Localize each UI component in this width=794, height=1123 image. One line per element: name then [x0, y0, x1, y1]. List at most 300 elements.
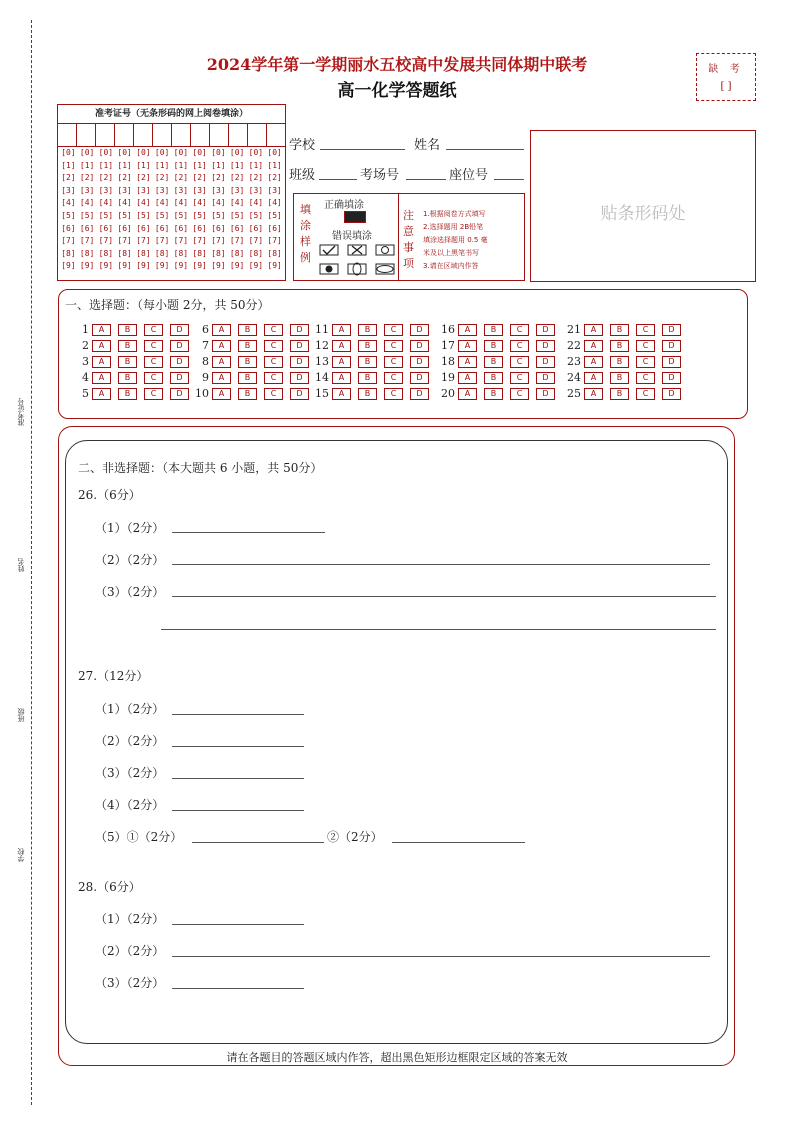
- mc-option-d[interactable]: D: [170, 388, 189, 400]
- exam-id-bubble[interactable]: [2]: [173, 173, 189, 183]
- fill-sample-label-char: 填: [300, 203, 311, 216]
- exam-id-bubble[interactable]: [3]: [98, 185, 114, 195]
- exam-id-bubble[interactable]: [1]: [98, 160, 114, 170]
- exam-id-bubble[interactable]: [8]: [117, 248, 132, 258]
- section2-title: 二、非选择题：（本大题共 6 小题，共 50分）: [78, 461, 323, 475]
- exam-id-bubble[interactable]: [9]: [211, 261, 226, 271]
- school-field[interactable]: [320, 149, 405, 150]
- exam-id-bubble[interactable]: [9]: [248, 261, 264, 271]
- name-field[interactable]: [446, 149, 524, 150]
- mc-option-c[interactable]: C: [636, 372, 655, 384]
- exam-id-bubble[interactable]: [7]: [211, 236, 226, 246]
- exam-id-bubble[interactable]: [6]: [173, 223, 189, 233]
- exam-id-bubble[interactable]: [7]: [79, 236, 95, 246]
- exam-id-bubble[interactable]: [2]: [117, 173, 132, 183]
- mc-option-d[interactable]: D: [410, 388, 429, 400]
- exam-id-bubble[interactable]: [0]: [117, 148, 132, 157]
- mc-option-d[interactable]: D: [536, 372, 555, 384]
- exam-id-bubble[interactable]: [3]: [79, 185, 95, 195]
- exam-id-bubble[interactable]: [4]: [267, 198, 282, 208]
- mc-option-c[interactable]: C: [636, 340, 655, 352]
- exam-id-bubble[interactable]: [0]: [136, 148, 151, 157]
- mc-option-a[interactable]: A: [212, 372, 231, 384]
- exam-id-bubble[interactable]: [4]: [117, 198, 132, 208]
- exam-id-bubble[interactable]: [8]: [154, 248, 170, 258]
- exam-id-bubble[interactable]: [0]: [154, 148, 170, 157]
- mc-option-d[interactable]: D: [290, 340, 309, 352]
- exam-id-bubble[interactable]: [4]: [61, 198, 76, 208]
- q27-part1-label: （1）（2分）: [95, 702, 165, 716]
- mc-option-b[interactable]: B: [358, 372, 377, 384]
- exam-id-bubble[interactable]: [5]: [211, 210, 226, 220]
- exam-id-bubble[interactable]: [1]: [136, 160, 151, 170]
- mc-option-c[interactable]: C: [144, 340, 163, 352]
- mc-option-a[interactable]: A: [332, 372, 351, 384]
- mc-option-a[interactable]: A: [458, 388, 477, 400]
- q27-part1-answer[interactable]: [172, 714, 304, 715]
- room-field[interactable]: [406, 179, 446, 180]
- exam-id-cell[interactable]: [134, 124, 153, 146]
- exam-id-bubble[interactable]: [3]: [192, 185, 207, 195]
- exam-id-bubble[interactable]: [9]: [79, 261, 95, 271]
- mc-option-c[interactable]: C: [636, 324, 655, 336]
- exam-id-bubble[interactable]: [8]: [211, 248, 226, 258]
- mc-question-21: [565, 323, 688, 336]
- mc-option-b[interactable]: B: [484, 340, 503, 352]
- class-label: 班级: [289, 168, 316, 183]
- exam-id-bubble[interactable]: [2]: [61, 173, 76, 183]
- exam-id-bubble[interactable]: [8]: [229, 248, 245, 258]
- exam-id-bubble[interactable]: [6]: [248, 223, 264, 233]
- mc-option-c[interactable]: C: [636, 356, 655, 368]
- exam-id-bubble[interactable]: [7]: [61, 236, 76, 246]
- mc-option-b[interactable]: B: [118, 372, 137, 384]
- exam-id-bubble[interactable]: [6]: [154, 223, 170, 233]
- mc-option-a[interactable]: A: [332, 340, 351, 352]
- mc-option-d[interactable]: D: [170, 324, 189, 336]
- exam-id-bubble[interactable]: [0]: [192, 148, 207, 157]
- exam-id-bubble[interactable]: [4]: [79, 198, 95, 208]
- exam-id-bubble-grid[interactable]: [58, 147, 285, 273]
- exam-id-bubble[interactable]: [7]: [136, 236, 151, 246]
- exam-id-bubble[interactable]: [3]: [61, 185, 76, 195]
- exam-id-bubble[interactable]: [1]: [229, 160, 245, 170]
- exam-id-bubble[interactable]: [3]: [173, 185, 189, 195]
- exam-id-bubble[interactable]: [3]: [248, 185, 264, 195]
- mc-question-number: 19: [441, 371, 455, 384]
- exam-id-cell[interactable]: [248, 124, 267, 146]
- exam-id-write-cells[interactable]: [58, 124, 285, 147]
- mc-option-a[interactable]: A: [332, 324, 351, 336]
- q28-part2-answer[interactable]: [172, 956, 710, 957]
- mc-option-b[interactable]: B: [238, 340, 257, 352]
- notice-label-char: 意: [403, 225, 414, 238]
- mc-question-number: 3: [82, 355, 89, 368]
- mc-option-a[interactable]: A: [584, 372, 603, 384]
- exam-id-bubble[interactable]: [2]: [267, 173, 282, 183]
- mc-option-d[interactable]: D: [290, 388, 309, 400]
- exam-id-bubble[interactable]: [5]: [117, 210, 132, 220]
- q27-part3-answer[interactable]: [172, 778, 304, 779]
- exam-id-bubble[interactable]: [2]: [229, 173, 245, 183]
- q27-part2-answer[interactable]: [172, 746, 304, 747]
- correct-fill-example: [344, 211, 366, 223]
- exam-id-bubble[interactable]: [5]: [136, 210, 151, 220]
- mc-option-a[interactable]: A: [584, 356, 603, 368]
- exam-id-bubble[interactable]: [9]: [229, 261, 245, 271]
- exam-id-bubble[interactable]: [3]: [229, 185, 245, 195]
- exam-id-bubble[interactable]: [1]: [117, 160, 132, 170]
- mc-option-c[interactable]: C: [264, 324, 283, 336]
- mc-option-a[interactable]: A: [458, 340, 477, 352]
- mc-option-c[interactable]: C: [510, 340, 529, 352]
- mc-option-c[interactable]: C: [510, 356, 529, 368]
- exam-id-bubble[interactable]: [7]: [173, 236, 189, 246]
- correct-fill-label: 正确填涂: [324, 200, 364, 211]
- mc-question-13: [313, 355, 436, 368]
- mc-option-a[interactable]: A: [92, 356, 111, 368]
- exam-id-bubble[interactable]: [2]: [248, 173, 264, 183]
- mc-option-c[interactable]: C: [384, 372, 403, 384]
- mc-option-b[interactable]: B: [358, 356, 377, 368]
- q27-part5a-answer[interactable]: [192, 842, 324, 843]
- exam-id-bubble[interactable]: [9]: [267, 261, 282, 271]
- q28-part1-answer[interactable]: [172, 924, 304, 925]
- mc-option-a[interactable]: A: [584, 340, 603, 352]
- mc-question-2: [73, 339, 196, 352]
- exam-id-bubble[interactable]: [5]: [248, 210, 264, 220]
- notice-line: 3.请在区域内作答: [423, 262, 479, 270]
- exam-id-bubble[interactable]: [5]: [229, 210, 245, 220]
- exam-id-cell[interactable]: [77, 124, 96, 146]
- exam-id-bubble[interactable]: [9]: [192, 261, 207, 271]
- exam-id-bubble[interactable]: [8]: [267, 248, 282, 258]
- mc-option-a[interactable]: A: [584, 324, 603, 336]
- mc-option-a[interactable]: A: [212, 324, 231, 336]
- mc-option-c[interactable]: C: [144, 324, 163, 336]
- exam-id-bubble[interactable]: [7]: [154, 236, 170, 246]
- mc-option-d[interactable]: D: [290, 372, 309, 384]
- exam-id-bubble[interactable]: [3]: [267, 185, 282, 195]
- exam-id-bubble[interactable]: [5]: [192, 210, 207, 220]
- q28-part3-answer[interactable]: [172, 988, 304, 989]
- mc-option-c[interactable]: C: [384, 340, 403, 352]
- mc-option-d[interactable]: D: [662, 372, 681, 384]
- mc-option-c[interactable]: C: [264, 340, 283, 352]
- exam-id-bubble[interactable]: [0]: [79, 148, 95, 157]
- mc-option-d[interactable]: D: [536, 388, 555, 400]
- mc-option-c[interactable]: C: [510, 372, 529, 384]
- exam-id-bubble[interactable]: [7]: [248, 236, 264, 246]
- mc-option-b[interactable]: B: [238, 356, 257, 368]
- mc-option-b[interactable]: B: [484, 372, 503, 384]
- mc-option-d[interactable]: D: [662, 388, 681, 400]
- exam-id-cell[interactable]: [153, 124, 172, 146]
- mc-option-d[interactable]: D: [410, 356, 429, 368]
- exam-id-bubble[interactable]: [6]: [229, 223, 245, 233]
- exam-id-bubble[interactable]: [7]: [267, 236, 282, 246]
- mc-option-c[interactable]: C: [636, 388, 655, 400]
- exam-id-bubble[interactable]: [2]: [136, 173, 151, 183]
- notice-line: 2.选择题用 2B铅笔: [423, 223, 484, 231]
- q27-part4-answer[interactable]: [172, 810, 304, 811]
- mc-question-10: [193, 387, 316, 400]
- mc-question-9: [193, 371, 316, 384]
- exam-id-bubble[interactable]: [4]: [192, 198, 207, 208]
- mc-question-22: [565, 339, 688, 352]
- mc-option-b[interactable]: B: [610, 340, 629, 352]
- exam-id-bubble[interactable]: [4]: [211, 198, 226, 208]
- q26-part2-label: （2）（2分）: [95, 553, 165, 567]
- exam-id-bubble[interactable]: [6]: [211, 223, 226, 233]
- exam-id-cell[interactable]: [267, 124, 285, 146]
- mc-option-b[interactable]: B: [118, 388, 137, 400]
- exam-id-bubble[interactable]: [5]: [173, 210, 189, 220]
- exam-id-cell[interactable]: [96, 124, 115, 146]
- exam-id-bubble[interactable]: [8]: [79, 248, 95, 258]
- exam-id-bubble[interactable]: [7]: [98, 236, 114, 246]
- mc-option-d[interactable]: D: [662, 340, 681, 352]
- exam-id-bubble[interactable]: [4]: [98, 198, 114, 208]
- mc-question-16: [439, 323, 562, 336]
- exam-id-column: [115, 147, 134, 273]
- exam-id-bubble[interactable]: [9]: [136, 261, 151, 271]
- exam-id-bubble[interactable]: [9]: [173, 261, 189, 271]
- exam-id-bubble[interactable]: [4]: [136, 198, 151, 208]
- exam-id-bubble[interactable]: [6]: [61, 223, 76, 233]
- exam-id-bubble[interactable]: [3]: [154, 185, 170, 195]
- q26-part3-answer-line2[interactable]: [161, 629, 716, 630]
- exam-id-column: [97, 147, 116, 273]
- exam-id-bubble[interactable]: [0]: [267, 148, 282, 157]
- exam-id-bubble[interactable]: [2]: [79, 173, 95, 183]
- mc-option-c[interactable]: C: [384, 388, 403, 400]
- q26-part2-answer[interactable]: [172, 564, 710, 565]
- side-label-exam-id: 准考证号: [17, 398, 25, 426]
- exam-id-bubble[interactable]: [1]: [79, 160, 95, 170]
- mc-option-a[interactable]: A: [92, 324, 111, 336]
- exam-id-bubble[interactable]: [0]: [229, 148, 245, 157]
- mc-option-a[interactable]: A: [332, 356, 351, 368]
- exam-id-bubble[interactable]: [5]: [154, 210, 170, 220]
- exam-id-bubble[interactable]: [9]: [61, 261, 76, 271]
- mc-option-b[interactable]: B: [238, 388, 257, 400]
- mc-option-c[interactable]: C: [264, 356, 283, 368]
- exam-id-bubble[interactable]: [8]: [98, 248, 114, 258]
- mc-option-d[interactable]: D: [410, 324, 429, 336]
- mc-option-b[interactable]: B: [484, 388, 503, 400]
- exam-id-bubble[interactable]: [2]: [211, 173, 226, 183]
- mc-question-18: [439, 355, 562, 368]
- mc-option-b[interactable]: B: [484, 356, 503, 368]
- notice-line: 1.根据阅卷方式填写: [423, 210, 486, 218]
- mc-question-23: [565, 355, 688, 368]
- absent-box[interactable]: [696, 53, 756, 101]
- exam-id-bubble[interactable]: [6]: [136, 223, 151, 233]
- exam-id-bubble[interactable]: [7]: [192, 236, 207, 246]
- exam-id-bubble[interactable]: [6]: [79, 223, 95, 233]
- exam-id-bubble[interactable]: [4]: [173, 198, 189, 208]
- exam-id-bubble[interactable]: [0]: [248, 148, 264, 157]
- mc-option-a[interactable]: A: [332, 388, 351, 400]
- exam-id-bubble[interactable]: [5]: [79, 210, 95, 220]
- exam-id-bubble[interactable]: [6]: [192, 223, 207, 233]
- mc-option-a[interactable]: A: [212, 340, 231, 352]
- mc-option-c[interactable]: C: [264, 372, 283, 384]
- exam-id-cell[interactable]: [229, 124, 248, 146]
- exam-id-bubble[interactable]: [3]: [136, 185, 151, 195]
- seat-label: 座位号: [449, 168, 489, 183]
- mc-option-b[interactable]: B: [610, 388, 629, 400]
- exam-id-column: [228, 147, 247, 273]
- exam-id-bubble[interactable]: [2]: [192, 173, 207, 183]
- mc-option-c[interactable]: C: [384, 356, 403, 368]
- q27-part2-label: （2）（2分）: [95, 734, 165, 748]
- mc-question-number: 15: [315, 387, 329, 400]
- exam-id-bubble[interactable]: [6]: [267, 223, 282, 233]
- mc-option-d[interactable]: D: [170, 340, 189, 352]
- mc-option-d[interactable]: D: [290, 356, 309, 368]
- mc-option-d[interactable]: D: [536, 340, 555, 352]
- mc-option-b[interactable]: B: [118, 356, 137, 368]
- exam-id-bubble[interactable]: [7]: [229, 236, 245, 246]
- exam-id-bubble[interactable]: [0]: [98, 148, 114, 157]
- exam-id-bubble[interactable]: [5]: [98, 210, 114, 220]
- exam-id-cell[interactable]: [115, 124, 134, 146]
- exam-id-bubble[interactable]: [4]: [229, 198, 245, 208]
- notice-line: 米及以上黑笔书写: [423, 249, 479, 257]
- exam-id-bubble[interactable]: [1]: [267, 160, 282, 170]
- mc-option-a[interactable]: A: [92, 388, 111, 400]
- fill-sample-label: [300, 202, 312, 266]
- exam-id-bubble[interactable]: [5]: [61, 210, 76, 220]
- mc-option-c[interactable]: C: [510, 388, 529, 400]
- exam-id-bubble[interactable]: [6]: [117, 223, 132, 233]
- mc-option-b[interactable]: B: [358, 340, 377, 352]
- mc-option-a[interactable]: A: [458, 356, 477, 368]
- mc-option-d[interactable]: D: [170, 356, 189, 368]
- mc-option-c[interactable]: C: [510, 324, 529, 336]
- mc-question-4: [73, 371, 196, 384]
- notice-lines: [423, 208, 523, 273]
- mc-question-20: [439, 387, 562, 400]
- mc-option-c[interactable]: C: [144, 388, 163, 400]
- exam-id-bubble[interactable]: [1]: [61, 160, 76, 170]
- exam-id-bubble[interactable]: [0]: [211, 148, 226, 157]
- mc-option-a[interactable]: A: [212, 356, 231, 368]
- exam-id-bubble[interactable]: [9]: [154, 261, 170, 271]
- mc-option-a[interactable]: A: [92, 372, 111, 384]
- mc-question-number: 16: [441, 323, 455, 336]
- exam-id-bubble[interactable]: [1]: [154, 160, 170, 170]
- exam-id-bubble[interactable]: [1]: [248, 160, 264, 170]
- exam-id-cell[interactable]: [191, 124, 210, 146]
- mc-question-number: 7: [202, 339, 209, 352]
- exam-id-bubble[interactable]: [1]: [192, 160, 207, 170]
- exam-id-bubble[interactable]: [3]: [117, 185, 132, 195]
- mc-question-number: 25: [567, 387, 581, 400]
- exam-id-column: [265, 147, 284, 273]
- exam-id-bubble[interactable]: [7]: [117, 236, 132, 246]
- q26-part1-answer[interactable]: [172, 532, 325, 533]
- mc-option-c[interactable]: C: [384, 324, 403, 336]
- mc-option-b[interactable]: B: [610, 372, 629, 384]
- exam-id-cell[interactable]: [210, 124, 229, 146]
- mc-option-d[interactable]: D: [536, 356, 555, 368]
- mc-option-a[interactable]: A: [212, 388, 231, 400]
- fill-sample-box: [293, 193, 525, 281]
- mc-option-b[interactable]: B: [238, 372, 257, 384]
- exam-id-bubble[interactable]: [8]: [61, 248, 76, 258]
- mc-option-b[interactable]: B: [610, 324, 629, 336]
- exam-id-bubble[interactable]: [8]: [248, 248, 264, 258]
- notice-line: 填涂选择题用 0.5 毫: [423, 236, 488, 244]
- exam-id-cell[interactable]: [58, 124, 77, 146]
- mc-option-d[interactable]: D: [536, 324, 555, 336]
- mc-question-17: [439, 339, 562, 352]
- exam-id-bubble[interactable]: [2]: [154, 173, 170, 183]
- mc-option-b[interactable]: B: [238, 324, 257, 336]
- mc-option-b[interactable]: B: [118, 324, 137, 336]
- exam-id-bubble[interactable]: [8]: [136, 248, 151, 258]
- exam-id-bubble[interactable]: [0]: [173, 148, 189, 157]
- mc-option-c[interactable]: C: [144, 356, 163, 368]
- q26-part3-answer[interactable]: [172, 596, 716, 597]
- exam-id-bubble[interactable]: [8]: [192, 248, 207, 258]
- exam-id-bubble[interactable]: [0]: [61, 148, 76, 157]
- mc-option-b[interactable]: B: [358, 388, 377, 400]
- mc-option-b[interactable]: B: [118, 340, 137, 352]
- mc-option-d[interactable]: D: [290, 324, 309, 336]
- absent-checkbox[interactable]: [ ]: [720, 81, 732, 92]
- class-field[interactable]: [319, 179, 357, 180]
- mc-option-d[interactable]: D: [170, 372, 189, 384]
- mc-option-b[interactable]: B: [484, 324, 503, 336]
- fill-sample-label-char: 涂: [300, 219, 311, 232]
- mc-option-d[interactable]: D: [662, 356, 681, 368]
- q28-part2-label: （2）（2分）: [95, 944, 165, 958]
- mc-option-c[interactable]: C: [264, 388, 283, 400]
- mc-option-a[interactable]: A: [92, 340, 111, 352]
- mc-option-a[interactable]: A: [584, 388, 603, 400]
- exam-id-bubble[interactable]: [4]: [248, 198, 264, 208]
- side-label-name: 姓名: [17, 558, 25, 572]
- mc-option-b[interactable]: B: [358, 324, 377, 336]
- exam-id-bubble[interactable]: [1]: [173, 160, 189, 170]
- exam-id-bubble[interactable]: [2]: [98, 173, 114, 183]
- exam-id-bubble[interactable]: [9]: [98, 261, 114, 271]
- mc-option-d[interactable]: D: [410, 372, 429, 384]
- exam-id-bubble[interactable]: [4]: [154, 198, 170, 208]
- mc-option-c[interactable]: C: [144, 372, 163, 384]
- exam-id-bubble[interactable]: [1]: [211, 160, 226, 170]
- q27-part5b-answer[interactable]: [392, 842, 525, 843]
- exam-id-bubble[interactable]: [5]: [267, 210, 282, 220]
- mc-option-d[interactable]: D: [410, 340, 429, 352]
- exam-id-cell[interactable]: [172, 124, 191, 146]
- notice-label: [403, 208, 415, 272]
- mc-option-a[interactable]: A: [458, 372, 477, 384]
- mc-question-number: 1: [82, 323, 89, 336]
- mc-option-b[interactable]: B: [610, 356, 629, 368]
- exam-id-bubble[interactable]: [9]: [117, 261, 132, 271]
- exam-id-bubble[interactable]: [8]: [173, 248, 189, 258]
- seat-field[interactable]: [494, 179, 524, 180]
- mc-option-d[interactable]: D: [662, 324, 681, 336]
- exam-id-bubble[interactable]: [6]: [98, 223, 114, 233]
- exam-id-bubble[interactable]: [3]: [211, 185, 226, 195]
- mc-option-a[interactable]: A: [458, 324, 477, 336]
